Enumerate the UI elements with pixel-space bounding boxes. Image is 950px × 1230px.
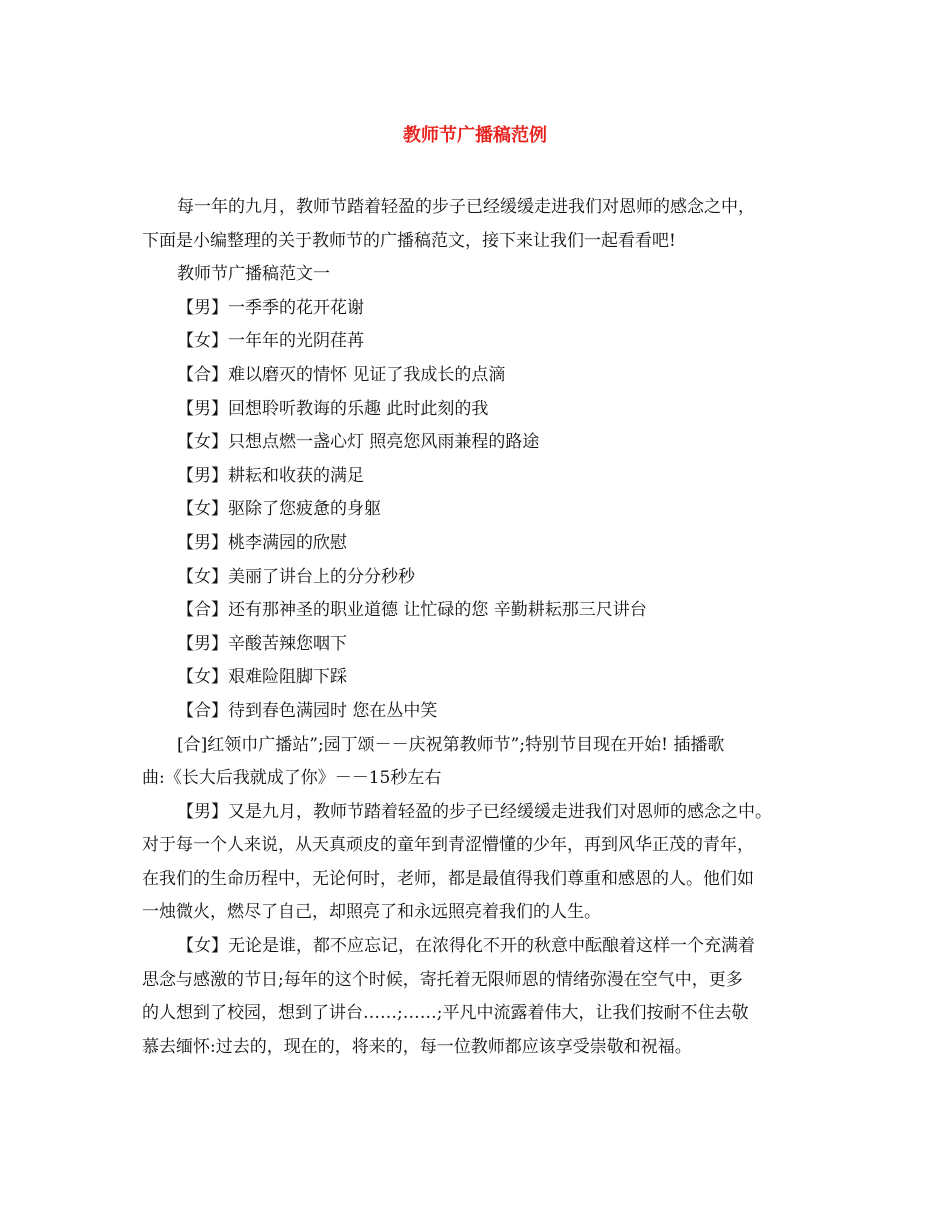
section-heading: 教师节广播稿范文一	[177, 264, 330, 285]
script-line: 【女】驱除了您疲惫的身躯	[177, 499, 381, 520]
script-line: 【男】回想聆听教诲的乐趣 此时此刻的我	[177, 398, 489, 419]
paragraph-line: 每一年的九月，教师节踏着轻盈的步子已经缓缓走进我们对恩师的感念之中，	[177, 197, 755, 217]
script-line: 【男】辛酸苦辣您咽下	[177, 633, 347, 654]
script-line: 【女】一年年的光阴荏苒	[177, 331, 364, 352]
script-line: 【合】难以磨灭的情怀 见证了我成长的点滴	[177, 364, 506, 385]
script-line: 【男】耕耘和收获的满足	[177, 465, 364, 486]
script-line: 【男】桃李满园的欣慰	[177, 532, 347, 553]
document-body	[142, 191, 822, 1064]
document-title: 教师节广播稿范例	[403, 125, 547, 146]
paragraph-line: 慕去缅怀:过去的，现在的，将来的，每一位教师都应该享受崇敬和祝福。	[142, 1036, 692, 1057]
script-line: 【男】一季季的花开花谢	[177, 297, 364, 318]
paragraph-line: 【男】又是九月，教师节踏着轻盈的步子已经缓缓走进我们对恩师的感念之中。	[177, 801, 772, 822]
paragraph-line: 的人想到了校园，想到了讲台……;……;平凡中流露着伟大，让我们按耐不住去敬	[142, 1003, 749, 1024]
paragraph-line: 思念与感激的节日;每年的这个时候，寄托着无限师恩的情绪弥漫在空气中，更多	[142, 969, 743, 990]
script-line: 【女】艰难险阻脚下踩	[177, 667, 347, 688]
paragraph-line: [合]红领巾广播站”;园丁颂－－庆祝第教师节”;特别节目现在开始! 插播歌	[177, 734, 725, 755]
paragraph-line: 曲:《长大后我就成了你》－－15秒左右	[142, 768, 442, 789]
paragraph-line: 下面是小编整理的关于教师节的广播稿范文，接下来让我们一起看看吧!	[142, 230, 676, 251]
paragraph-line: 对于每一个人来说，从天真顽皮的童年到青涩懵懂的少年，再到风华正茂的青年，	[142, 835, 754, 856]
paragraph-line: 【女】无论是谁，都不应忘记，在浓得化不开的秋意中酝酿着这样一个充满着	[177, 936, 755, 957]
script-line: 【合】还有那神圣的职业道德 让忙碌的您 辛勤耕耘那三尺讲台	[177, 600, 647, 621]
script-line: 【合】待到春色满园时 您在丛中笑	[177, 700, 438, 721]
script-line: 【女】只想点燃一盏心灯 照亮您风雨兼程的路途	[177, 432, 540, 453]
paragraph-line: 一烛微火，燃尽了自己，却照亮了和永远照亮着我们的人生。	[142, 902, 601, 923]
paragraph-line: 在我们的生命历程中，无论何时，老师，都是最值得我们尊重和感恩的人。他们如	[142, 868, 754, 889]
script-line: 【女】美丽了讲台上的分分秒秒	[177, 566, 415, 587]
